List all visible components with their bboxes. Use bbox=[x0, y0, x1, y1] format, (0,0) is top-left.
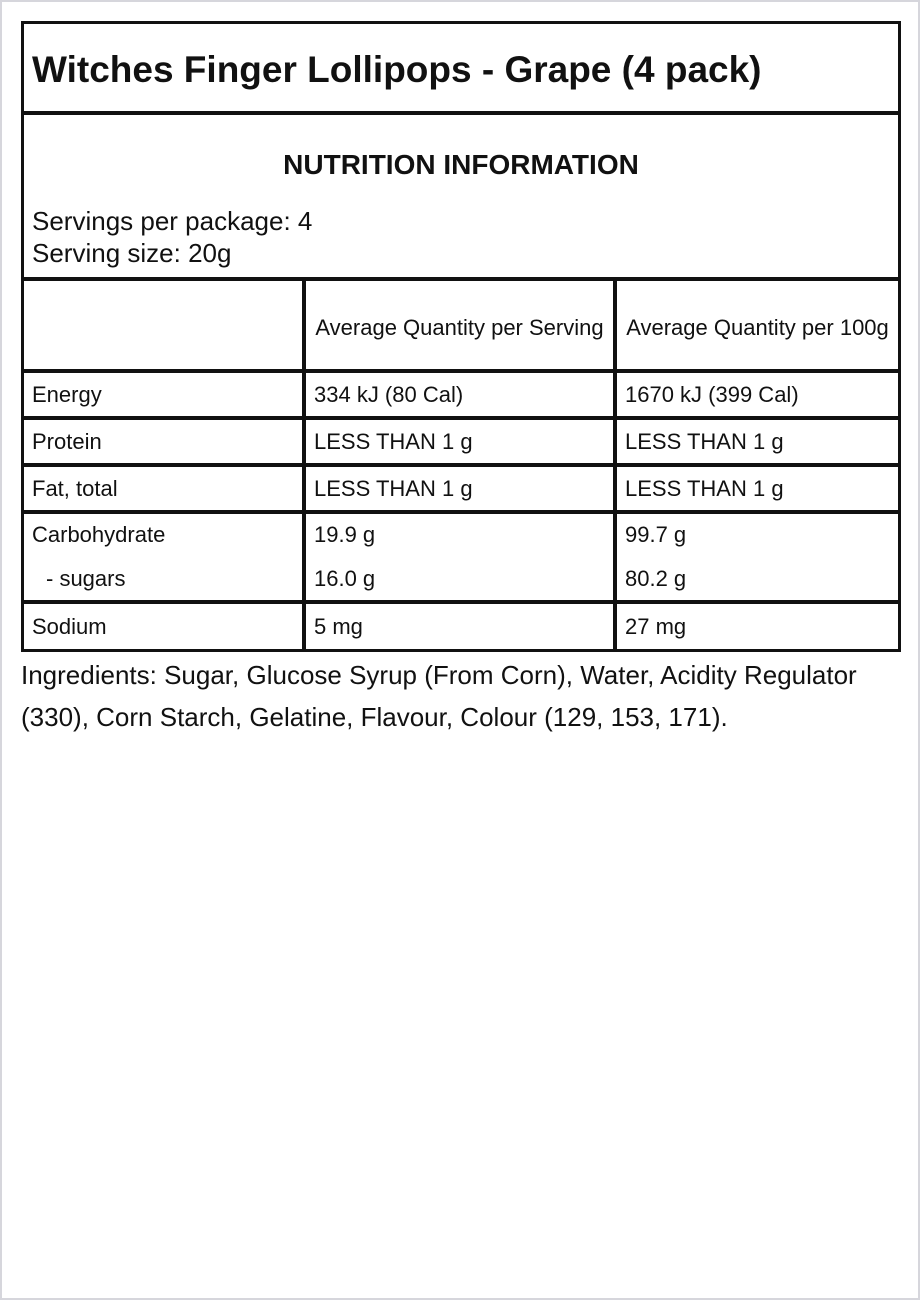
table-header-row bbox=[24, 281, 898, 371]
row-per-100g: 1670 kJ (399 Cal) bbox=[615, 371, 898, 418]
ingredients-text: Ingredients: Sugar, Glucose Syrup (From Corn), Water, Acidity Regulator (330), Corn Starch, Gelatine, Flavour, Colour (129, 153, 171). bbox=[21, 660, 857, 732]
row-label: Protein bbox=[24, 418, 304, 465]
row-per-serving: 19.9 g bbox=[314, 522, 376, 547]
table-row-energy bbox=[24, 371, 898, 418]
serving-size: Serving size: 20g bbox=[32, 238, 232, 268]
row-per-serving: 334 kJ (80 Cal) bbox=[304, 371, 615, 418]
row-sub-per-100g: 80.2 g bbox=[625, 566, 687, 591]
row-sub-label: - sugars bbox=[46, 566, 126, 591]
servings-block bbox=[32, 205, 312, 269]
servings-per-package: Servings per package: 4 bbox=[32, 206, 313, 236]
nutrition-panel bbox=[21, 21, 901, 652]
table-row-fat bbox=[24, 465, 898, 512]
row-per-serving-cell bbox=[304, 512, 615, 602]
nutrition-info-header bbox=[24, 115, 898, 281]
row-per-100g-cell bbox=[615, 512, 898, 602]
nutrition-heading: NUTRITION INFORMATION bbox=[283, 149, 639, 180]
row-label: Sodium bbox=[24, 602, 304, 649]
row-label: Energy bbox=[24, 371, 304, 418]
header-per-100g: Average Quantity per 100g bbox=[615, 281, 898, 371]
row-label: Carbohydrate bbox=[32, 522, 166, 547]
row-per-100g: 99.7 g bbox=[625, 522, 687, 547]
header-per-serving: Average Quantity per Serving bbox=[304, 281, 615, 371]
row-sub-per-serving: 16.0 g bbox=[314, 566, 376, 591]
row-per-100g: LESS THAN 1 g bbox=[615, 418, 898, 465]
row-label: Fat, total bbox=[24, 465, 304, 512]
row-per-serving: 5 mg bbox=[304, 602, 615, 649]
row-per-100g: LESS THAN 1 g bbox=[615, 465, 898, 512]
row-per-serving: LESS THAN 1 g bbox=[304, 465, 615, 512]
row-per-serving: LESS THAN 1 g bbox=[304, 418, 615, 465]
row-per-100g: 27 mg bbox=[615, 602, 898, 649]
table-row-protein bbox=[24, 418, 898, 465]
table-row-carbohydrate bbox=[24, 512, 898, 602]
table-row-sodium bbox=[24, 602, 898, 649]
row-label-cell bbox=[24, 512, 304, 602]
product-title: Witches Finger Lollipops - Grape (4 pack) bbox=[24, 24, 898, 115]
nutrition-table bbox=[24, 281, 898, 649]
header-blank-cell bbox=[24, 281, 304, 371]
